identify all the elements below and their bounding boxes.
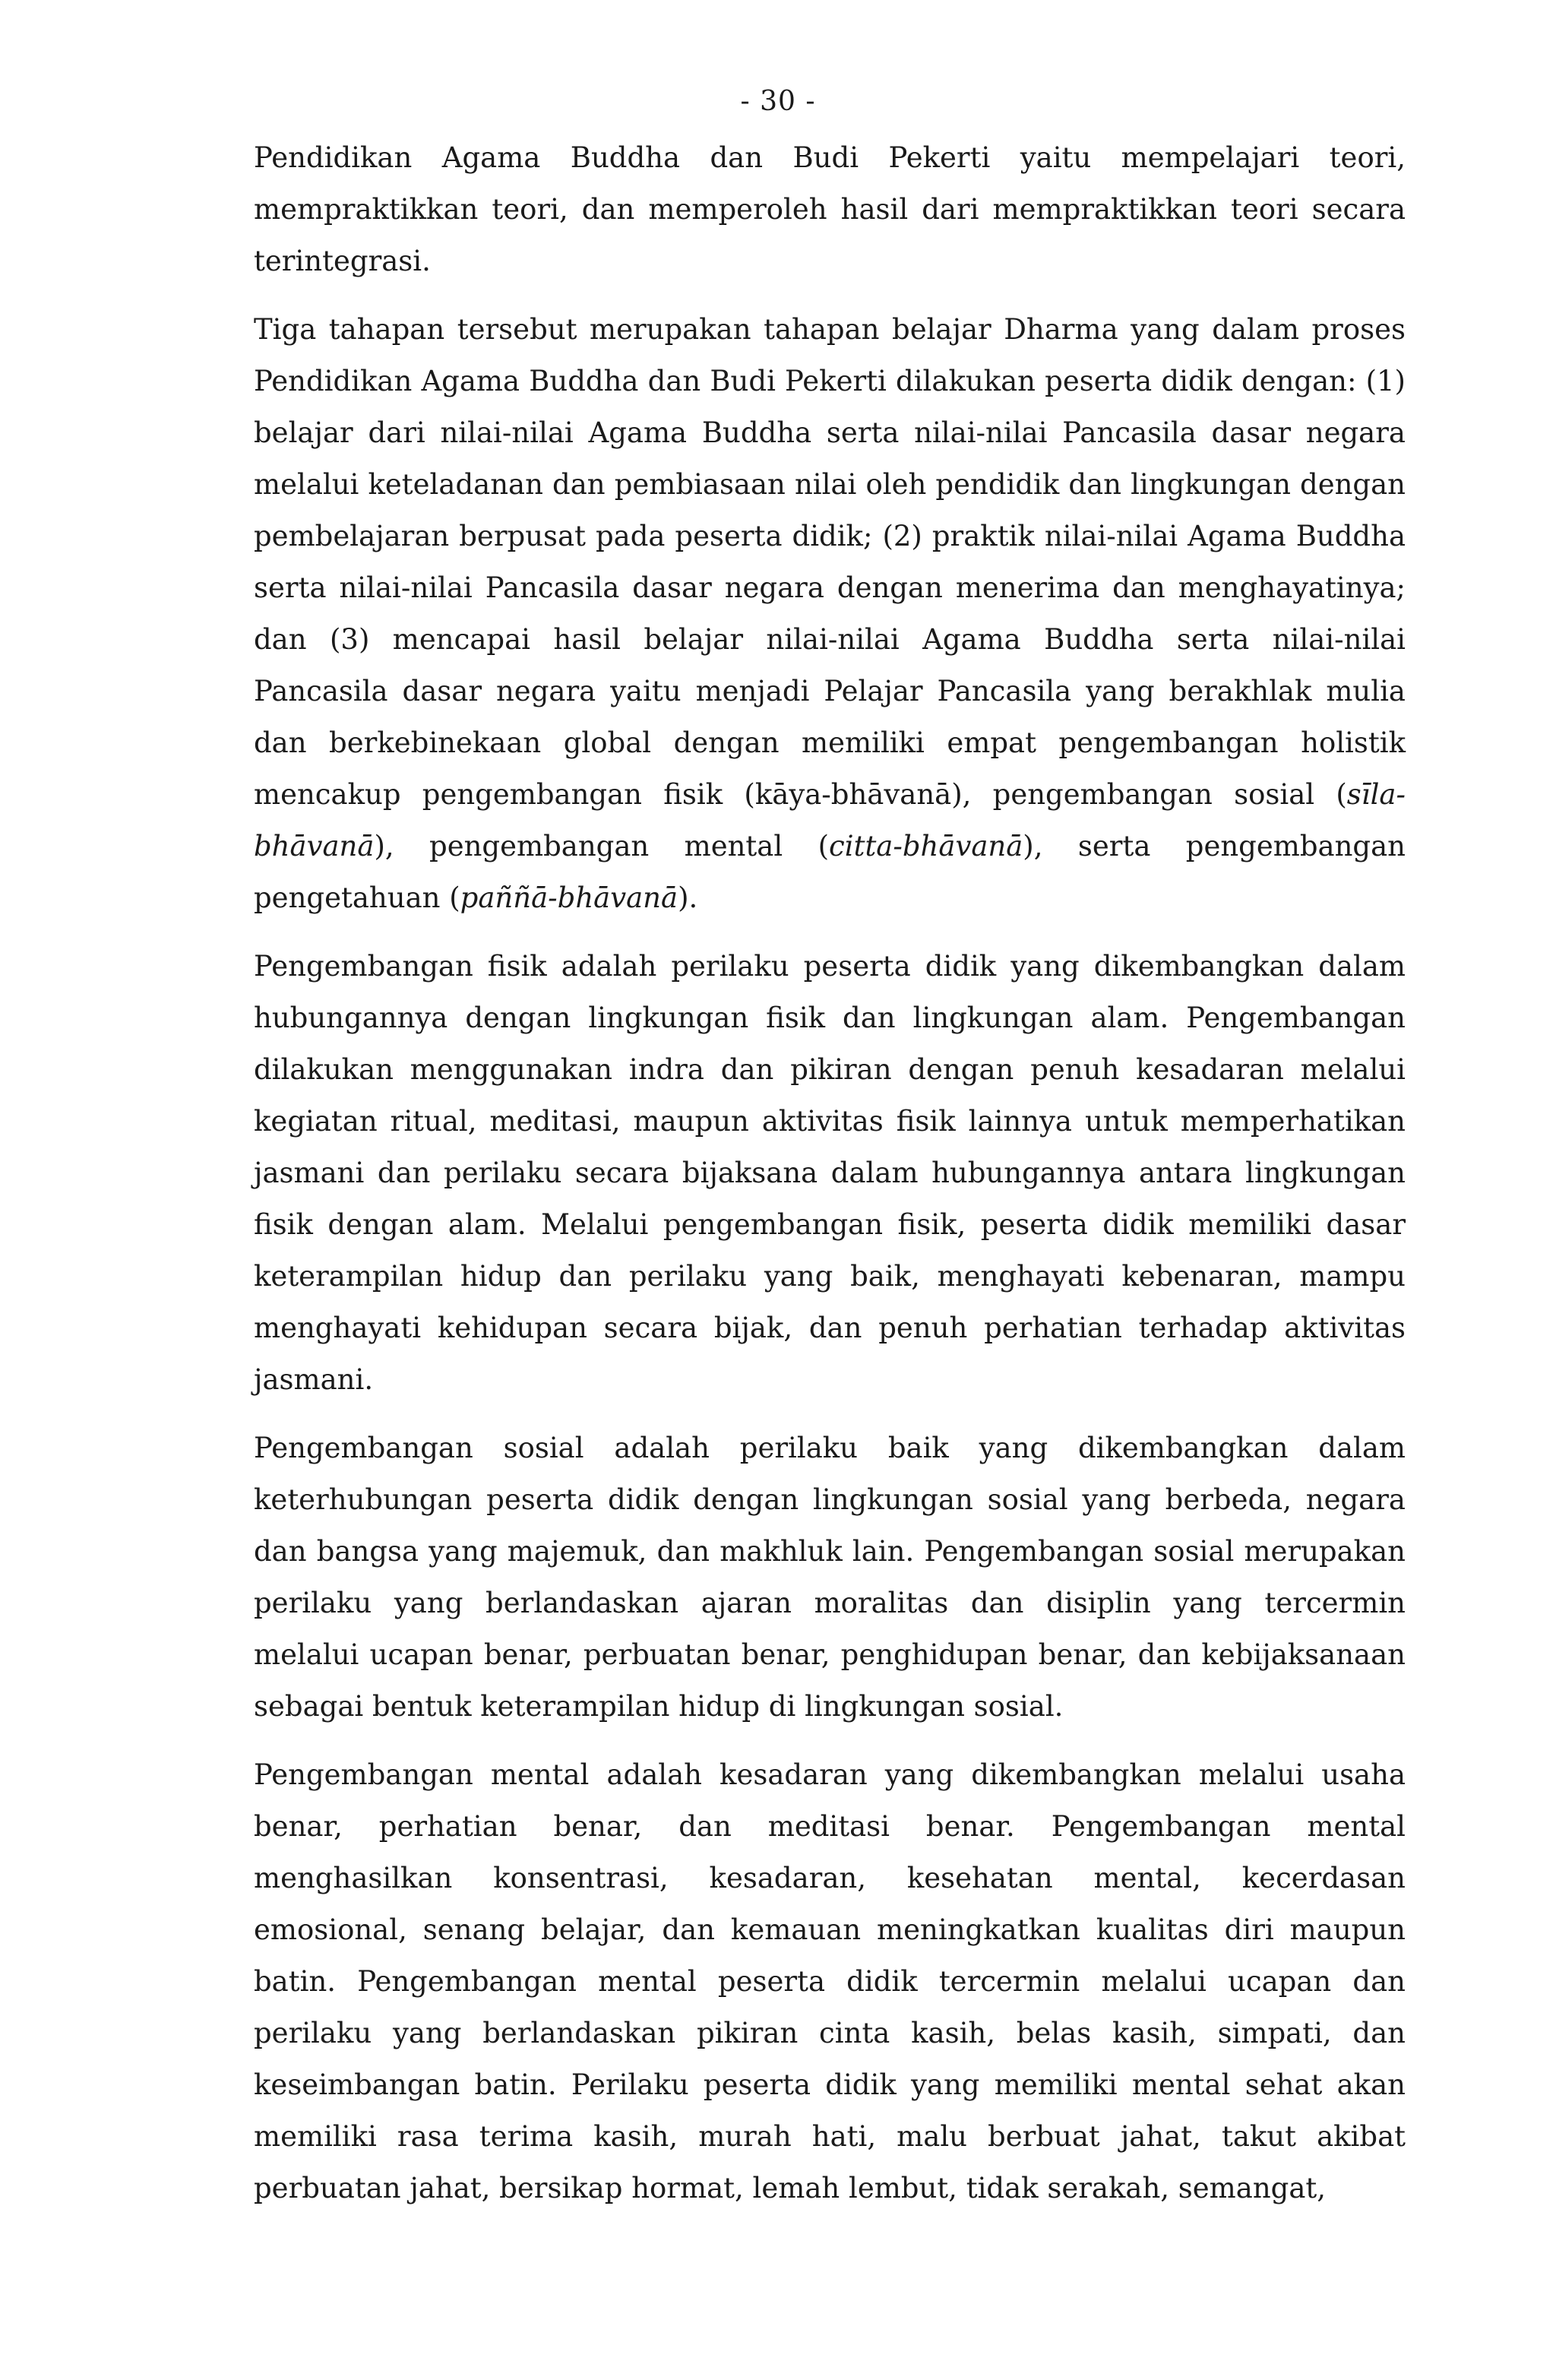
paragraph-three-stages-part-1: Tiga tahapan tersebut merupakan tahapan belajar Dharma yang dalam proses Pendidikan Agama Buddha dan Budi Pekerti dilakukan peserta didik dengan: (1) belajar dari nilai-nilai Agama Buddha serta nilai-nilai Pancasila dasar negara melalui keteladanan dan pembiasaan nilai oleh pendidik dan lingkungan dengan pembelajaran berpusat pada peserta didik; (2) praktik nilai-nilai Agama Buddha serta nilai-nilai Pancasila dasar negara dengan menerima dan menghayatinya; dan (3) mencapai hasil belajar nilai-nilai Agama Buddha serta nilai-nilai Pancasila dasar negara yaitu menjadi Pelajar Pancasila yang berakhlak mulia dan berkebinekaan global dengan memiliki empat pengembangan holistik mencakup pengembangan fisik (kāya-bhāvanā), pengembangan sosial (	[254, 313, 1406, 811]
paragraph-three-stages-part-3: ), serta pengembangan pengetahuan (	[254, 830, 1406, 914]
paragraph-three-stages	[254, 304, 1406, 924]
body-text	[254, 132, 1406, 2231]
paragraph-physical-development: Pengembangan fisik adalah perilaku peserta didik yang dikembangkan dalam hubungannya dengan lingkungan fisik dan lingkungan alam. Pengembangan dilakukan menggunakan indra dan pikiran dengan penuh kesadaran melalui kegiatan ritual, meditasi, maupun aktivitas fisik lainnya untuk memperhatikan jasmani dan perilaku secara bijaksana dalam hubungannya antara lingkungan fisik dengan alam. Melalui pengembangan fisik, peserta didik memiliki dasar keterampilan hidup dan perilaku yang baik, menghayati kebenaran, mampu menghayati kehidupan secara bijak, dan penuh perhatian terhadap aktivitas jasmani.	[254, 950, 1406, 1396]
paragraph-intro: Pendidikan Agama Buddha dan Budi Pekerti yaitu mempelajari teori, mempraktikkan teori, dan memperoleh hasil dari mempraktikkan teori secara terintegrasi.	[254, 141, 1406, 277]
paragraph-social-development: Pengembangan sosial adalah perilaku baik yang dikembangkan dalam keterhubungan peserta didik dengan lingkungan sosial yang berbeda, negara dan bangsa yang majemuk, dan makhluk lain. Pengembangan sosial merupakan perilaku yang berlandaskan ajaran moralitas dan disiplin yang tercermin melalui ucapan benar, perbuatan benar, penghidupan benar, dan kebijaksanaan sebagai bentuk keterampilan hidup di lingkungan sosial.	[254, 1432, 1406, 1723]
page-number: - 30 -	[740, 86, 816, 117]
paragraph-mental-development: Pengembangan mental adalah kesadaran yang dikembangkan melalui usaha benar, perhatian benar, dan meditasi benar. Pengembangan mental menghasilkan konsentrasi, kesadaran, kesehatan mental, kecerdasan emosional, senang belajar, dan kemauan meningkatkan kualitas diri maupun batin. Pengembangan mental peserta didik tercermin melalui ucapan dan perilaku yang berlandaskan pikiran cinta kasih, belas kasih, simpati, dan keseimbangan batin. Perilaku peserta didik yang memiliki mental sehat akan memiliki rasa terima kasih, murah hati, malu berbuat jahat, takut akibat perbuatan jahat, bersikap hormat, lemah lembut, tidak serakah, semangat,	[254, 1758, 1406, 2204]
term-sila-bhavana: sīla-bhāvanā	[254, 778, 1406, 862]
paragraph-three-stages-part-2: ), pengembangan mental (	[374, 830, 830, 862]
term-panna-bhavana: paññā-bhāvanā	[460, 881, 678, 914]
term-citta-bhavana: citta-bhāvanā	[829, 830, 1023, 862]
paragraph-three-stages-part-4: ).	[678, 881, 698, 914]
